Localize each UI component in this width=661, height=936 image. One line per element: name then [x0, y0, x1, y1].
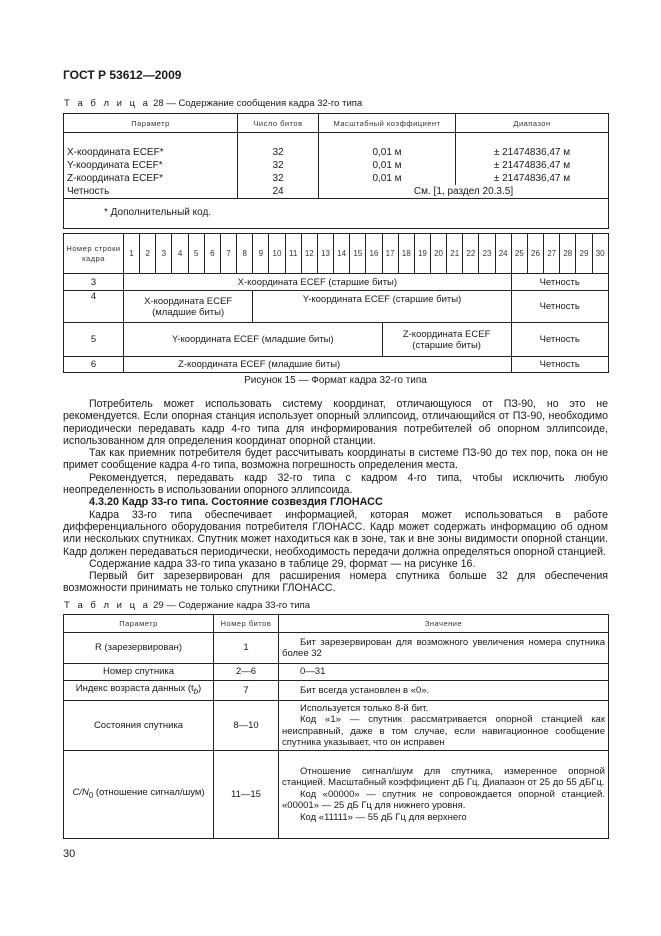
bit-number: 19 [414, 234, 430, 274]
table-29 [63, 614, 609, 839]
bits-cell: 1 [214, 633, 279, 664]
range-cell: ± 21474836,47 м [456, 159, 609, 172]
bits-cell: 32 [238, 172, 319, 185]
table-row [64, 185, 609, 199]
bits-cell: 32 [238, 159, 319, 172]
param-cell: Y-координата ECEF* [64, 159, 238, 172]
column-header: Диапазон [456, 114, 609, 133]
value-cell [279, 664, 609, 681]
scale-cell: 0,01 м [319, 146, 456, 159]
param-cell [64, 681, 214, 701]
table-row [64, 664, 609, 681]
bit-number: 27 [544, 234, 560, 274]
figure-15-frame-format [63, 233, 609, 373]
body-text [63, 398, 608, 595]
value-text: Код «1» — спутник рассматривается опорной станцией как неисправный, даже в том случае, если навигационное сообщение спутника указывает, что он исправен [282, 714, 605, 748]
bit-number: 14 [334, 234, 350, 274]
field: X-координата ECEF (младшие биты) [124, 291, 253, 323]
paragraph: Потребитель может использовать систему координат, отличающуюся от ПЗ-90, но это не рекомендуется. Если опорная станция использует опорный эллипсоид, отличающийся от ПЗ-90, необходимо периодически передавать кадр 4-го типа для информирования потребителей об опорном эллипсоиде, использованном для определения координат опорной станции. [63, 398, 608, 447]
bit-number: 22 [463, 234, 479, 274]
subscript: 0 [88, 791, 94, 801]
param-text: Индекс возраста данных (t [75, 683, 194, 695]
bit-number: 20 [430, 234, 446, 274]
frame-row [64, 274, 609, 291]
bit-number: 18 [398, 234, 414, 274]
bit-number: 13 [317, 234, 333, 274]
field: Z-координата ECEF (старшие биты) [382, 323, 511, 357]
parity-field: Четность [511, 291, 608, 323]
bit-number: 25 [511, 234, 527, 274]
bit-number: 28 [560, 234, 576, 274]
document-id: ГОСТ Р 53612—2009 [63, 68, 182, 82]
bit-number: 7 [220, 234, 236, 274]
bit-number: 8 [237, 234, 253, 274]
value-cell [279, 681, 609, 701]
table-row [64, 133, 609, 147]
bit-number: 9 [253, 234, 269, 274]
value-cell [279, 751, 609, 839]
scale-cell: 0,01 м [319, 172, 456, 185]
table-label: Т а б л и ц а [64, 98, 151, 109]
paragraph: Так как приемник потребителя будет рассчитывать координаты в системе ПЗ-90 до тех пор, пока он не примет сообщение кадра 4-го типа, возможна погрешность определения места. [63, 447, 608, 472]
bits-cell: 24 [238, 185, 319, 199]
column-header: Параметр [64, 114, 238, 133]
bit-number: 6 [204, 234, 220, 274]
bit-number: 17 [382, 234, 398, 274]
table-row [64, 681, 609, 701]
table-row [64, 751, 609, 839]
bit-number: 15 [350, 234, 366, 274]
column-header: Номер битов [214, 615, 279, 633]
parity-field: Четность [511, 357, 608, 373]
bits-cell: 8—10 [214, 701, 279, 751]
field: Y-координата ECEF (младшие биты) [124, 323, 383, 357]
paragraph: Кадра 33-го типа обеспечивает информацией, которая может использоваться в работе дифференциального оборудования потребителя ГЛОНАСС. Кадр может содержать информацию об одном или нескольких спутниках. Спутник может находиться как в зоне, так и вне зоны видимости опорной станции. Кадр должен передаваться периодически, необходимость передачи должна определяться опорной станцией. [63, 508, 608, 558]
param-cell: Состояния спутника [64, 701, 214, 751]
row-number-header: Номер строки кадра [64, 234, 124, 274]
field: Y-координата ECEF (старшие биты) [253, 291, 512, 323]
bit-number: 2 [140, 234, 156, 274]
value-text: Используется только 8-й бит. [300, 702, 429, 714]
param-cell: X-координата ECEF* [64, 146, 238, 159]
column-header: Значение [279, 615, 609, 633]
range-cell: ± 21474836,47 м [456, 146, 609, 159]
section-heading: 4.3.20 Кадр 33-го типа. Состояние созвездия ГЛОНАСС [89, 496, 383, 509]
bit-number: 5 [188, 234, 204, 274]
column-header: Параметр [64, 615, 214, 633]
bit-number: 16 [366, 234, 382, 274]
param-text: ) [198, 683, 202, 695]
reference-cell: См. [1, раздел 20.3.5] [319, 185, 609, 199]
row-number: 5 [64, 323, 124, 357]
bit-number: 21 [447, 234, 463, 274]
bits-cell: 11—15 [214, 751, 279, 839]
bit-number: 1 [124, 234, 140, 274]
range-cell: ± 21474836,47 м [456, 172, 609, 185]
subscript: b [193, 687, 199, 697]
table-footnote: * Дополнительный код. [64, 199, 609, 229]
table-row [64, 633, 609, 664]
page-number: 30 [63, 848, 76, 860]
param-cell [64, 751, 214, 839]
bit-number: 23 [479, 234, 495, 274]
param-cell: Номер спутника [64, 664, 214, 681]
bits-cell: 7 [214, 681, 279, 701]
bit-number: 30 [592, 234, 608, 274]
frame-row [64, 323, 609, 357]
column-header: Число битов [238, 114, 319, 133]
value-text: Отношение сигнал/шум для спутника, измеренное опорной станцией. Масштабный коэффициент дБ Гц. Диапазон от 25 до 55 дБГц. [282, 765, 605, 789]
parity-field: Четность [511, 274, 608, 291]
value-text: Бит всегда установлен в «0». [300, 684, 430, 696]
bit-number: 4 [172, 234, 188, 274]
table-row [64, 172, 609, 185]
frame-row [64, 291, 609, 323]
value-text: Код «00000» — спутник не сопровождается опорной станцией. «00001» — 25 дБ Гц для нижнего уровня. [282, 788, 605, 812]
value-text: 0—31 [300, 666, 326, 678]
scale-cell: 0,01 м [319, 159, 456, 172]
row-number: 4 [64, 291, 124, 323]
field: Z-координата ECEF (младшие биты) [124, 357, 512, 373]
table29-caption [64, 600, 310, 611]
table-label: Т а б л и ц а [64, 600, 151, 611]
bit-number: 26 [527, 234, 543, 274]
table-row [64, 701, 609, 751]
figure-caption: Рисунок 15 — Формат кадра 32-го типа [244, 375, 427, 386]
table-title: 29 — Содержание кадра 33-го типа [153, 600, 310, 611]
bit-number: 24 [495, 234, 511, 274]
paragraph: Содержание кадра 33-го типа указано в таблице 29, формат — на рисунке 16. [89, 557, 476, 570]
value-text: Код «11111» — 55 дБ Гц для верхнего [300, 811, 467, 823]
parity-field: Четность [511, 323, 608, 357]
param-text: C/N [72, 787, 89, 799]
param-text: (отношение сигнал/шум) [93, 787, 205, 799]
paragraph: Первый бит зарезервирован для расширения номера спутника больше 32 для обеспечения возможности принимать не только спутники ГЛОНАСС. [63, 570, 608, 595]
bit-number: 29 [576, 234, 592, 274]
table-row [64, 159, 609, 172]
value-text: Бит зарезервирован для возможного увеличения номера спутника более 32 [282, 636, 605, 659]
param-cell: Z-координата ECEF* [64, 172, 238, 185]
value-cell [279, 633, 609, 664]
param-cell: Четность [64, 185, 238, 199]
bit-number: 10 [269, 234, 285, 274]
column-header: Масштабный коэффициент [319, 114, 456, 133]
param-cell: R (зарезервирован) [64, 633, 214, 664]
table-row [64, 146, 609, 159]
bit-number: 3 [156, 234, 172, 274]
row-number: 6 [64, 357, 124, 373]
bit-number: 12 [301, 234, 317, 274]
bit-number: 11 [285, 234, 301, 274]
table-28 [63, 113, 609, 229]
bits-cell: 32 [238, 146, 319, 159]
bits-cell: 2—6 [214, 664, 279, 681]
table28-caption [64, 98, 362, 109]
frame-row [64, 357, 609, 373]
table-title: 28 — Содержание сообщения кадра 32-го типа [153, 98, 363, 109]
row-number: 3 [64, 274, 124, 291]
field: X-координата ECEF (старшие биты) [124, 274, 512, 291]
paragraph: Рекомендуется, передавать кадр 32-го типа с кадром 4-го типа, чтобы исключить любую неопределенность в использовании опорного эллипсоида. [63, 471, 608, 497]
value-cell [279, 701, 609, 751]
